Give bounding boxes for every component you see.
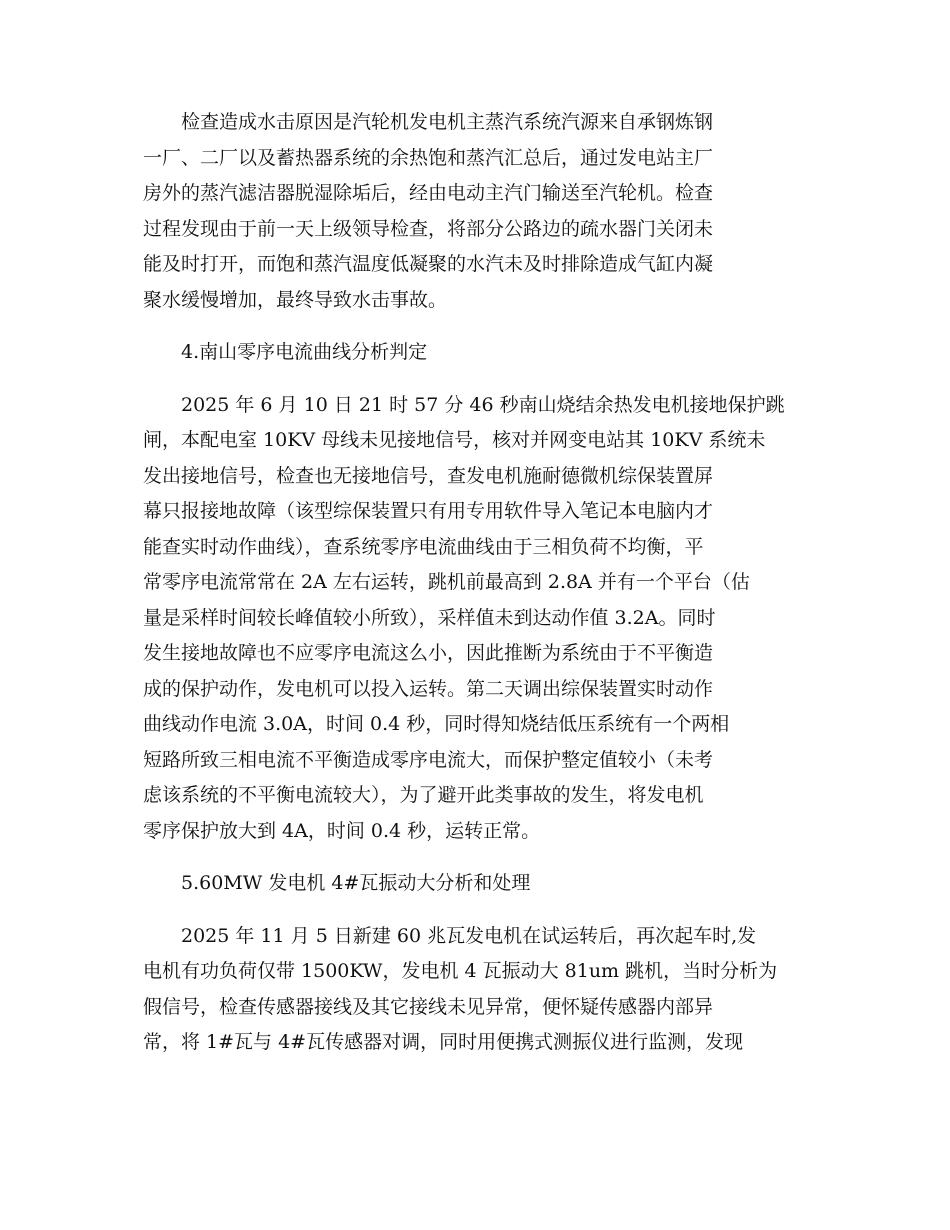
section-heading-5 xyxy=(143,866,807,902)
paragraph-gap xyxy=(143,318,807,335)
section-heading-4 xyxy=(143,335,807,371)
text-line: 短路所致三相电流不平衡造成零序电流大，而保护整定值较小（未考 xyxy=(143,748,714,771)
text-line: 房外的蒸汽滤洁器脱湿除垢后，经由电动主汽门输送至汽轮机。检查 xyxy=(143,182,714,204)
text-line: 电机有功负荷仅带 1500KW，发电机 4 瓦振动大 81um 跳机，当时分析为 xyxy=(143,960,778,982)
text-line: 虑该系统的不平衡电流较大），为了避开此类事故的发生，将发电机 xyxy=(143,784,704,806)
text-line: 能及时打开，而饱和蒸汽温度低凝聚的水汽未及时排除造成气缸内凝 xyxy=(143,253,714,275)
text-line: 成的保护动作，发电机可以投入运转。第二天调出综保装置实时动作 xyxy=(143,677,714,700)
text-line: 能查实时动作曲线），查系统零序电流曲线由于三相负荷不均衡，平 xyxy=(143,535,704,558)
paragraph-gap xyxy=(143,371,807,388)
text-line: 曲线动作电流 3.0A，时间 0.4 秒，同时得知烧结低压系统有一个两相 xyxy=(143,713,730,735)
heading-line: 5.60MW 发电机 4#瓦振动大分析和处理 xyxy=(143,872,531,894)
paragraph-60mw xyxy=(143,919,807,1061)
text-line: 常，将 1#瓦与 4#瓦传感器对调，同时用便携式测振仪进行监测，发现 xyxy=(143,1031,744,1053)
text-line: 一厂、二厂以及蓄热器系统的余热饱和蒸汽汇总后，通过发电站主厂 xyxy=(143,146,714,169)
paragraph-water-hammer xyxy=(143,105,807,318)
text-line: 幕只报接地故障（该型综保装置只有用专用软件导入笔记本电脑内才 xyxy=(143,500,714,522)
document-body xyxy=(143,105,807,1061)
text-line: 聚水缓慢增加，最终导致水击事故。 xyxy=(143,288,448,311)
text-line: 假信号，检查传感器接线及其它接线未见异常，便怀疑传感器内部异 xyxy=(143,995,714,1018)
text-line: 零序保护放大到 4A，时间 0.4 秒，运转正常。 xyxy=(143,819,541,842)
paragraph-gap xyxy=(143,902,807,919)
paragraph-nanshan xyxy=(143,388,807,850)
paragraph-gap xyxy=(143,849,807,866)
text-line: 发生接地故障也不应零序电流这么小，因此推断为系统由于不平衡造 xyxy=(143,642,714,664)
text-line: 量是采样时间较长峰值较小所致），采样值未到达动作值 3.2A。同时 xyxy=(143,606,716,629)
text-line: 过程发现由于前一天上级领导检查，将部分公路边的疏水器门关闭未 xyxy=(143,217,714,240)
heading-line: 4.南山零序电流曲线分析判定 xyxy=(143,341,428,363)
text-line: 检查造成水击原因是汽轮机发电机主蒸汽系统汽源来自承钢炼钢 xyxy=(143,111,714,133)
text-line: 常零序电流常常在 2A 左右运转，跳机前最高到 2.8A 并有一个平台（估 xyxy=(143,571,750,593)
text-line: 2025 年 6 月 10 日 21 时 57 分 46 秒南山烧结余热发电机接地保护跳 xyxy=(143,393,785,416)
text-line: 闸，本配电室 10KV 母线未见接地信号，核对并网变电站其 10KV 系统未 xyxy=(143,429,766,451)
text-line: 发出接地信号，检查也无接地信号，查发电机施耐德微机综保装置屏 xyxy=(143,464,714,487)
text-line: 2025 年 11 月 5 日新建 60 兆瓦发电机在试运转后，再次起车时,发 xyxy=(143,924,757,947)
